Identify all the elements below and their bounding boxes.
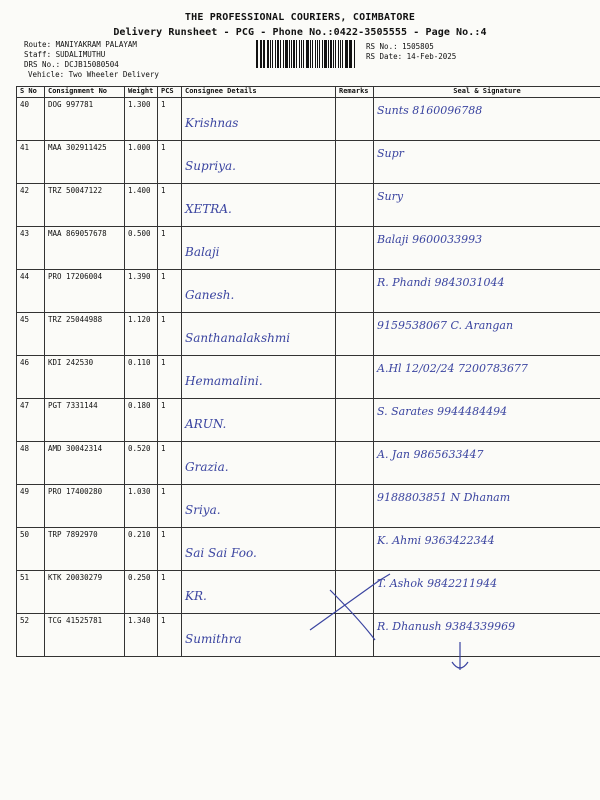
row-sno: 42 [17, 184, 45, 227]
row-weight: 1.400 [125, 184, 158, 227]
delivery-table [16, 86, 600, 657]
table-row [17, 614, 600, 657]
barcode-bar [275, 40, 276, 68]
barcode-bar [260, 40, 261, 68]
barcode-bar [272, 40, 273, 68]
row-consignee [182, 442, 336, 485]
barcode-bar [315, 40, 316, 68]
row-consignee [182, 313, 336, 356]
barcode-bar [312, 40, 313, 68]
barcode-bar [299, 40, 300, 68]
row-signature [374, 227, 600, 270]
row-sno: 45 [17, 313, 45, 356]
row-pcs: 1 [158, 356, 182, 399]
barcode-bar [335, 40, 336, 68]
row-pcs: 1 [158, 141, 182, 184]
row-consignment-no: PRO 17206004 [45, 270, 125, 313]
row-consignment-no: TRZ 25044988 [45, 313, 125, 356]
barcode-bar [349, 40, 350, 68]
row-sno: 43 [17, 227, 45, 270]
row-sno: 47 [17, 399, 45, 442]
col-signature: Seal & Signature [374, 87, 600, 98]
signature-handwriting: K. Ahmi 9363422344 [377, 534, 495, 547]
rs-no-text: RS No.: 1505805 [366, 42, 434, 51]
row-consignee [182, 528, 336, 571]
row-signature [374, 485, 600, 528]
company-title: THE PROFESSIONAL COURIERS, COIMBATORE [184, 12, 416, 23]
row-consignment-no: TRP 7892970 [45, 528, 125, 571]
signature-handwriting: 9188803851 N Dhanam [377, 491, 511, 504]
row-weight: 1.120 [125, 313, 158, 356]
consignee-handwriting: Grazia. [185, 460, 229, 474]
barcode-bar [328, 40, 329, 68]
table-row [17, 356, 600, 399]
barcode-bar [306, 40, 308, 68]
barcode-bar [277, 40, 279, 68]
row-remarks [336, 313, 374, 356]
barcode-bar [354, 40, 355, 68]
row-remarks [336, 98, 374, 141]
table-row [17, 571, 600, 614]
row-sno: 51 [17, 571, 45, 614]
runsheet-meta-left [24, 40, 159, 80]
consignee-handwriting: Santhanalakshmi [185, 331, 291, 345]
barcode-bar [345, 40, 347, 68]
row-signature [374, 141, 600, 184]
row-remarks [336, 528, 374, 571]
barcode-bar [340, 40, 341, 68]
rs-date-text: RS Date: 14-Feb-2025 [366, 52, 457, 61]
barcode-bar [333, 40, 334, 68]
row-sno: 50 [17, 528, 45, 571]
runsheet-meta-right [366, 42, 456, 62]
row-consignee [182, 98, 336, 141]
consignee-handwriting: Sriya. [185, 503, 221, 517]
row-remarks [336, 399, 374, 442]
barcode-bar [322, 40, 323, 68]
row-consignee [182, 141, 336, 184]
row-consignment-no: AMD 30042314 [45, 442, 125, 485]
table-row [17, 399, 600, 442]
row-remarks [336, 614, 374, 657]
barcode-bar [293, 40, 295, 68]
barcode-bar [317, 40, 318, 68]
consignee-handwriting: Balaji [185, 245, 220, 259]
row-signature [374, 313, 600, 356]
row-weight: 1.300 [125, 98, 158, 141]
barcode-bar [303, 40, 304, 68]
row-consignment-no: PRO 17400280 [45, 485, 125, 528]
consignee-handwriting: Supriya. [185, 159, 236, 173]
row-weight: 1.390 [125, 270, 158, 313]
row-remarks [336, 442, 374, 485]
row-pcs: 1 [158, 184, 182, 227]
signature-handwriting: Balaji 9600033993 [377, 233, 483, 246]
col-consignment: Consignment No [45, 87, 125, 98]
row-consignment-no: PGT 7331144 [45, 399, 125, 442]
barcode [256, 40, 356, 68]
barcode-bar [338, 40, 340, 68]
barcode-bar [296, 40, 297, 68]
row-remarks [336, 184, 374, 227]
row-weight: 0.520 [125, 442, 158, 485]
row-sno: 48 [17, 442, 45, 485]
row-remarks [336, 270, 374, 313]
signature-handwriting: S. Sarates 9944484494 [377, 405, 508, 418]
barcode-bar [291, 40, 292, 68]
row-weight: 1.000 [125, 141, 158, 184]
row-weight: 0.110 [125, 356, 158, 399]
signature-handwriting: A.Hl 12/02/24 7200783677 [377, 362, 528, 375]
row-consignee [182, 485, 336, 528]
row-pcs: 1 [158, 313, 182, 356]
row-consignee [182, 270, 336, 313]
row-remarks [336, 485, 374, 528]
row-consignee [182, 571, 336, 614]
row-weight: 1.030 [125, 485, 158, 528]
barcode-bar [267, 40, 269, 68]
row-signature [374, 571, 600, 614]
barcode-bar [310, 40, 312, 68]
row-weight: 0.250 [125, 571, 158, 614]
row-consignee [182, 356, 336, 399]
barcode-bar [342, 40, 343, 68]
row-consignment-no: MAA 869057678 [45, 227, 125, 270]
row-consignment-no: TRZ 50047122 [45, 184, 125, 227]
row-signature [374, 528, 600, 571]
barcode-bar [280, 40, 282, 68]
table-row [17, 98, 600, 141]
consignee-handwriting: Hemamalini. [185, 374, 263, 388]
row-consignment-no: KTK 20030279 [45, 571, 125, 614]
row-pcs: 1 [158, 227, 182, 270]
barcode-bar [319, 40, 321, 68]
signature-handwriting: 9159538067 C. Arangan [377, 319, 514, 332]
col-consignee: Consignee Details [182, 87, 336, 98]
table-row [17, 270, 600, 313]
row-consignment-no: DOG 997781 [45, 98, 125, 141]
route-text: Route: MANIYAKRAM PALAYAM [24, 40, 137, 49]
row-sno: 41 [17, 141, 45, 184]
row-pcs: 1 [158, 98, 182, 141]
table-row [17, 184, 600, 227]
barcode-bar [324, 40, 326, 68]
barcode-bar [256, 40, 258, 68]
row-signature [374, 442, 600, 485]
barcode-bar [350, 40, 352, 68]
col-sno: S No [17, 87, 45, 98]
row-signature [374, 184, 600, 227]
row-pcs: 1 [158, 442, 182, 485]
row-remarks [336, 227, 374, 270]
table-row [17, 141, 600, 184]
row-pcs: 1 [158, 485, 182, 528]
table-row [17, 528, 600, 571]
row-pcs: 1 [158, 571, 182, 614]
row-pcs: 1 [158, 528, 182, 571]
row-remarks [336, 356, 374, 399]
signature-handwriting: T. Ashok 9842211944 [377, 577, 498, 590]
barcode-bar [283, 40, 284, 68]
row-consignment-no: KDI 242530 [45, 356, 125, 399]
barcode-bar [330, 40, 332, 68]
row-weight: 1.340 [125, 614, 158, 657]
drs-text: DRS No.: DCJB15080504 [24, 60, 119, 69]
row-pcs: 1 [158, 270, 182, 313]
row-sno: 40 [17, 98, 45, 141]
row-signature [374, 270, 600, 313]
col-pcs: PCS [158, 87, 182, 98]
table-row [17, 227, 600, 270]
row-consignee [182, 399, 336, 442]
table-row [17, 442, 600, 485]
row-remarks [336, 571, 374, 614]
col-weight: Weight [125, 87, 158, 98]
vehicle-text: Vehicle: Two Wheeler Delivery [28, 70, 159, 79]
row-sno: 52 [17, 614, 45, 657]
row-sno: 46 [17, 356, 45, 399]
row-pcs: 1 [158, 399, 182, 442]
col-remarks: Remarks [336, 87, 374, 98]
barcode-bar [270, 40, 271, 68]
table-row [17, 485, 600, 528]
row-signature [374, 399, 600, 442]
barcode-bar [263, 40, 265, 68]
barcode-bar [289, 40, 290, 68]
barcode-bar [301, 40, 303, 68]
row-remarks [336, 141, 374, 184]
runsheet-subtitle: Delivery Runsheet - PCG - Phone No.:0422-3505555 - Page No.:4 [113, 27, 487, 38]
row-consignee [182, 184, 336, 227]
barcode-bar [261, 40, 262, 68]
row-sno: 44 [17, 270, 45, 313]
consignee-handwriting: Sai Sai Foo. [185, 546, 257, 560]
row-pcs: 1 [158, 614, 182, 657]
row-sno: 49 [17, 485, 45, 528]
signature-handwriting: R. Dhanush 9384339969 [377, 620, 516, 633]
row-consignment-no: TCG 41525781 [45, 614, 125, 657]
row-weight: 0.500 [125, 227, 158, 270]
row-consignment-no: MAA 302911425 [45, 141, 125, 184]
row-weight: 0.180 [125, 399, 158, 442]
consignee-handwriting: Sumithra [185, 632, 242, 646]
row-weight: 0.210 [125, 528, 158, 571]
consignee-handwriting: Krishnas [185, 116, 239, 130]
row-signature [374, 614, 600, 657]
table-row [17, 313, 600, 356]
barcode-bar [285, 40, 287, 68]
table-header-row [17, 87, 600, 98]
consignee-handwriting: KR. [185, 589, 207, 603]
signature-handwriting: A. Jan 9865633447 [377, 448, 484, 461]
signature-handwriting: Sury [377, 190, 404, 203]
signature-handwriting: Supr [377, 147, 404, 160]
consignee-handwriting: ARUN. [185, 417, 227, 431]
row-consignee [182, 227, 336, 270]
row-signature [374, 98, 600, 141]
consignee-handwriting: Ganesh. [185, 288, 235, 302]
row-signature [374, 356, 600, 399]
staff-text: Staff: SUDALIMUTHU [24, 50, 106, 59]
row-consignee [182, 614, 336, 657]
signature-handwriting: R. Phandi 9843031044 [377, 276, 505, 289]
consignee-handwriting: XETRA. [185, 202, 232, 216]
signature-handwriting: Sunts 8160096788 [377, 104, 483, 117]
